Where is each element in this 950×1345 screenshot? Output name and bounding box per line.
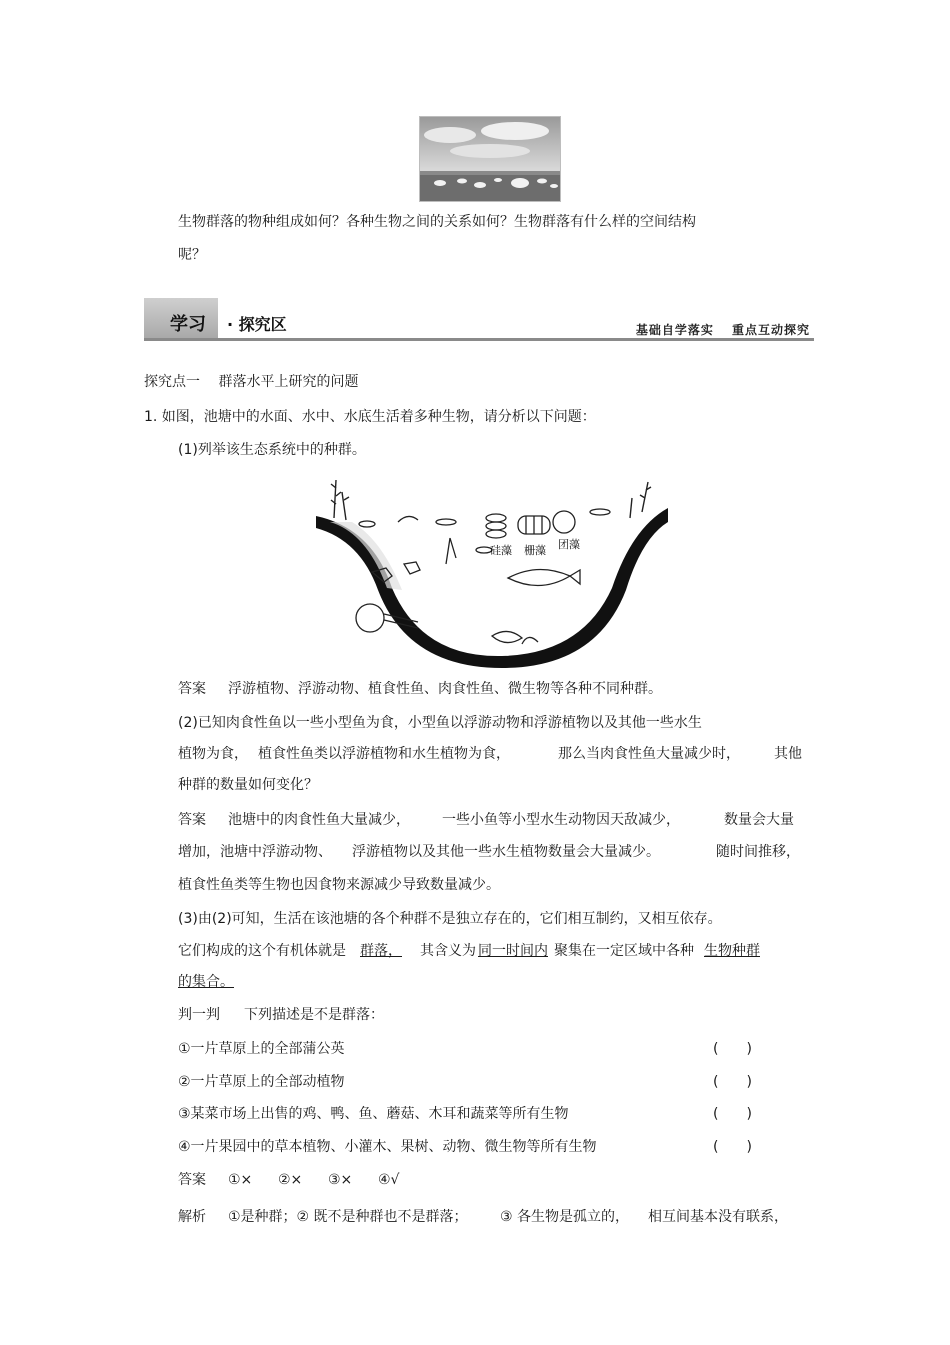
judge-label: 判一判 — [178, 1007, 220, 1023]
question-2-line-2c: 那么当肉食性鱼大量减少时， — [558, 746, 740, 762]
judge-paren-3: ( ) — [713, 1106, 752, 1122]
question-3-mid: 其含义为 — [420, 943, 476, 959]
section-heading: 探究点一 群落水平上研究的问题 — [144, 374, 359, 390]
judge-paren-4: ( ) — [713, 1139, 752, 1155]
blank-community: 群落， — [360, 943, 402, 959]
question-3-line-1: (3)由(2)可知，生活在该池塘的各个种群不是独立存在的，它们相互制约，又相互依存。 — [178, 911, 722, 927]
answer-3-item-2: ②× — [278, 1172, 303, 1188]
judge-item-4: ④一片果园中的草本植物、小灌木、果树、动物、微生物等所有生物 — [178, 1139, 597, 1155]
analysis-label: 解析 — [178, 1209, 206, 1225]
section-banner — [144, 298, 814, 342]
label-diatom: 硅藻 — [490, 544, 512, 557]
judge-paren-1: ( ) — [713, 1041, 752, 1057]
answer-2-c: 数量会大量 — [724, 812, 794, 828]
question-2-line-1: (2)已知肉食性鱼以一些小型鱼为食，小型鱼以浮游动物和浮游植物以及其他一些水生 — [178, 715, 702, 731]
answer-2-g: 植食性鱼类等生物也因食物来源减少导致数量减少。 — [178, 877, 500, 893]
judge-item-3: ③某菜市场上出售的鸡、鸭、鱼、蘑菇、木耳和蔬菜等所有生物 — [178, 1106, 569, 1122]
answer-3-item-3: ③× — [328, 1172, 353, 1188]
banner-title: 学习 — [170, 314, 206, 335]
answer-3-label: 答案 — [178, 1172, 206, 1188]
question-3-line-3: 的集合。 — [178, 974, 234, 990]
analysis-a: ①是种群；② 既不是种群也不是群落； — [228, 1209, 468, 1225]
answer-2-b: 一些小鱼等小型水生动物因天敌减少， — [442, 812, 680, 828]
answer-2-label: 答案 — [178, 812, 206, 828]
analysis-c: 相互间基本没有联系， — [648, 1209, 788, 1225]
answer-3-item-4: ④√ — [378, 1172, 400, 1188]
answer-2-e: 浮游植物以及其他一些水生植物数量会大量减少。 — [352, 844, 660, 860]
question-1-1: (1)列举该生态系统中的种群。 — [178, 442, 366, 458]
question-2-line-3: 种群的数量如何变化？ — [178, 777, 318, 793]
answer-2-a: 池塘中的肉食性鱼大量减少， — [228, 812, 410, 828]
question-3-line-2-pre: 它们构成的这个有机体就是 — [178, 943, 346, 959]
judge-paren-2: ( ) — [713, 1074, 752, 1090]
grassland-photo — [419, 116, 561, 202]
blank-populations: 生物种群 — [704, 943, 760, 959]
question-1: 1. 如图，池塘中的水面、水中、水底生活着多种生物，请分析以下问题： — [144, 409, 596, 425]
judge-item-2: ②一片草原上的全部动植物 — [178, 1074, 345, 1090]
judge-item-1: ①一片草原上的全部蒲公英 — [178, 1041, 345, 1057]
blank-same-time: 同一时间内 — [478, 943, 548, 959]
banner-subtitle: · 探究区 — [227, 315, 287, 334]
intro-line-2: 呢？ — [178, 247, 206, 263]
answer-3-item-1: ①× — [228, 1172, 253, 1188]
banner-rule — [144, 338, 814, 341]
label-tabellaria: 栅藻 — [524, 544, 546, 557]
judge-title: 下列描述是不是群落： — [244, 1007, 384, 1023]
banner-right-text: 基础自学落实 重点互动探究 — [635, 323, 810, 337]
question-2-line-2a: 植物为食， — [178, 746, 248, 762]
question-2-line-2d: 其他 — [774, 746, 802, 762]
answer-1-text: 浮游植物、浮游动物、植食性鱼、肉食性鱼、微生物等各种不同种群。 — [228, 681, 662, 697]
question-3-mid-2: 聚集在一定区域中各种 — [554, 943, 694, 959]
analysis-b: ③ 各生物是孤立的， — [500, 1209, 630, 1225]
intro-line-1: 生物群落的物种组成如何？各种生物之间的关系如何？生物群落有什么样的空间结构 — [178, 214, 696, 230]
label-coccus: 团藻 — [558, 538, 580, 551]
answer-2-f: 随时间推移， — [716, 844, 800, 860]
answer-2-d: 增加，池塘中浮游动物、 — [178, 844, 332, 860]
question-2-line-2b: 植食性鱼类以浮游植物和水生植物为食， — [258, 746, 510, 762]
answer-1-label: 答案 — [178, 681, 206, 697]
pond-diagram — [312, 478, 672, 668]
